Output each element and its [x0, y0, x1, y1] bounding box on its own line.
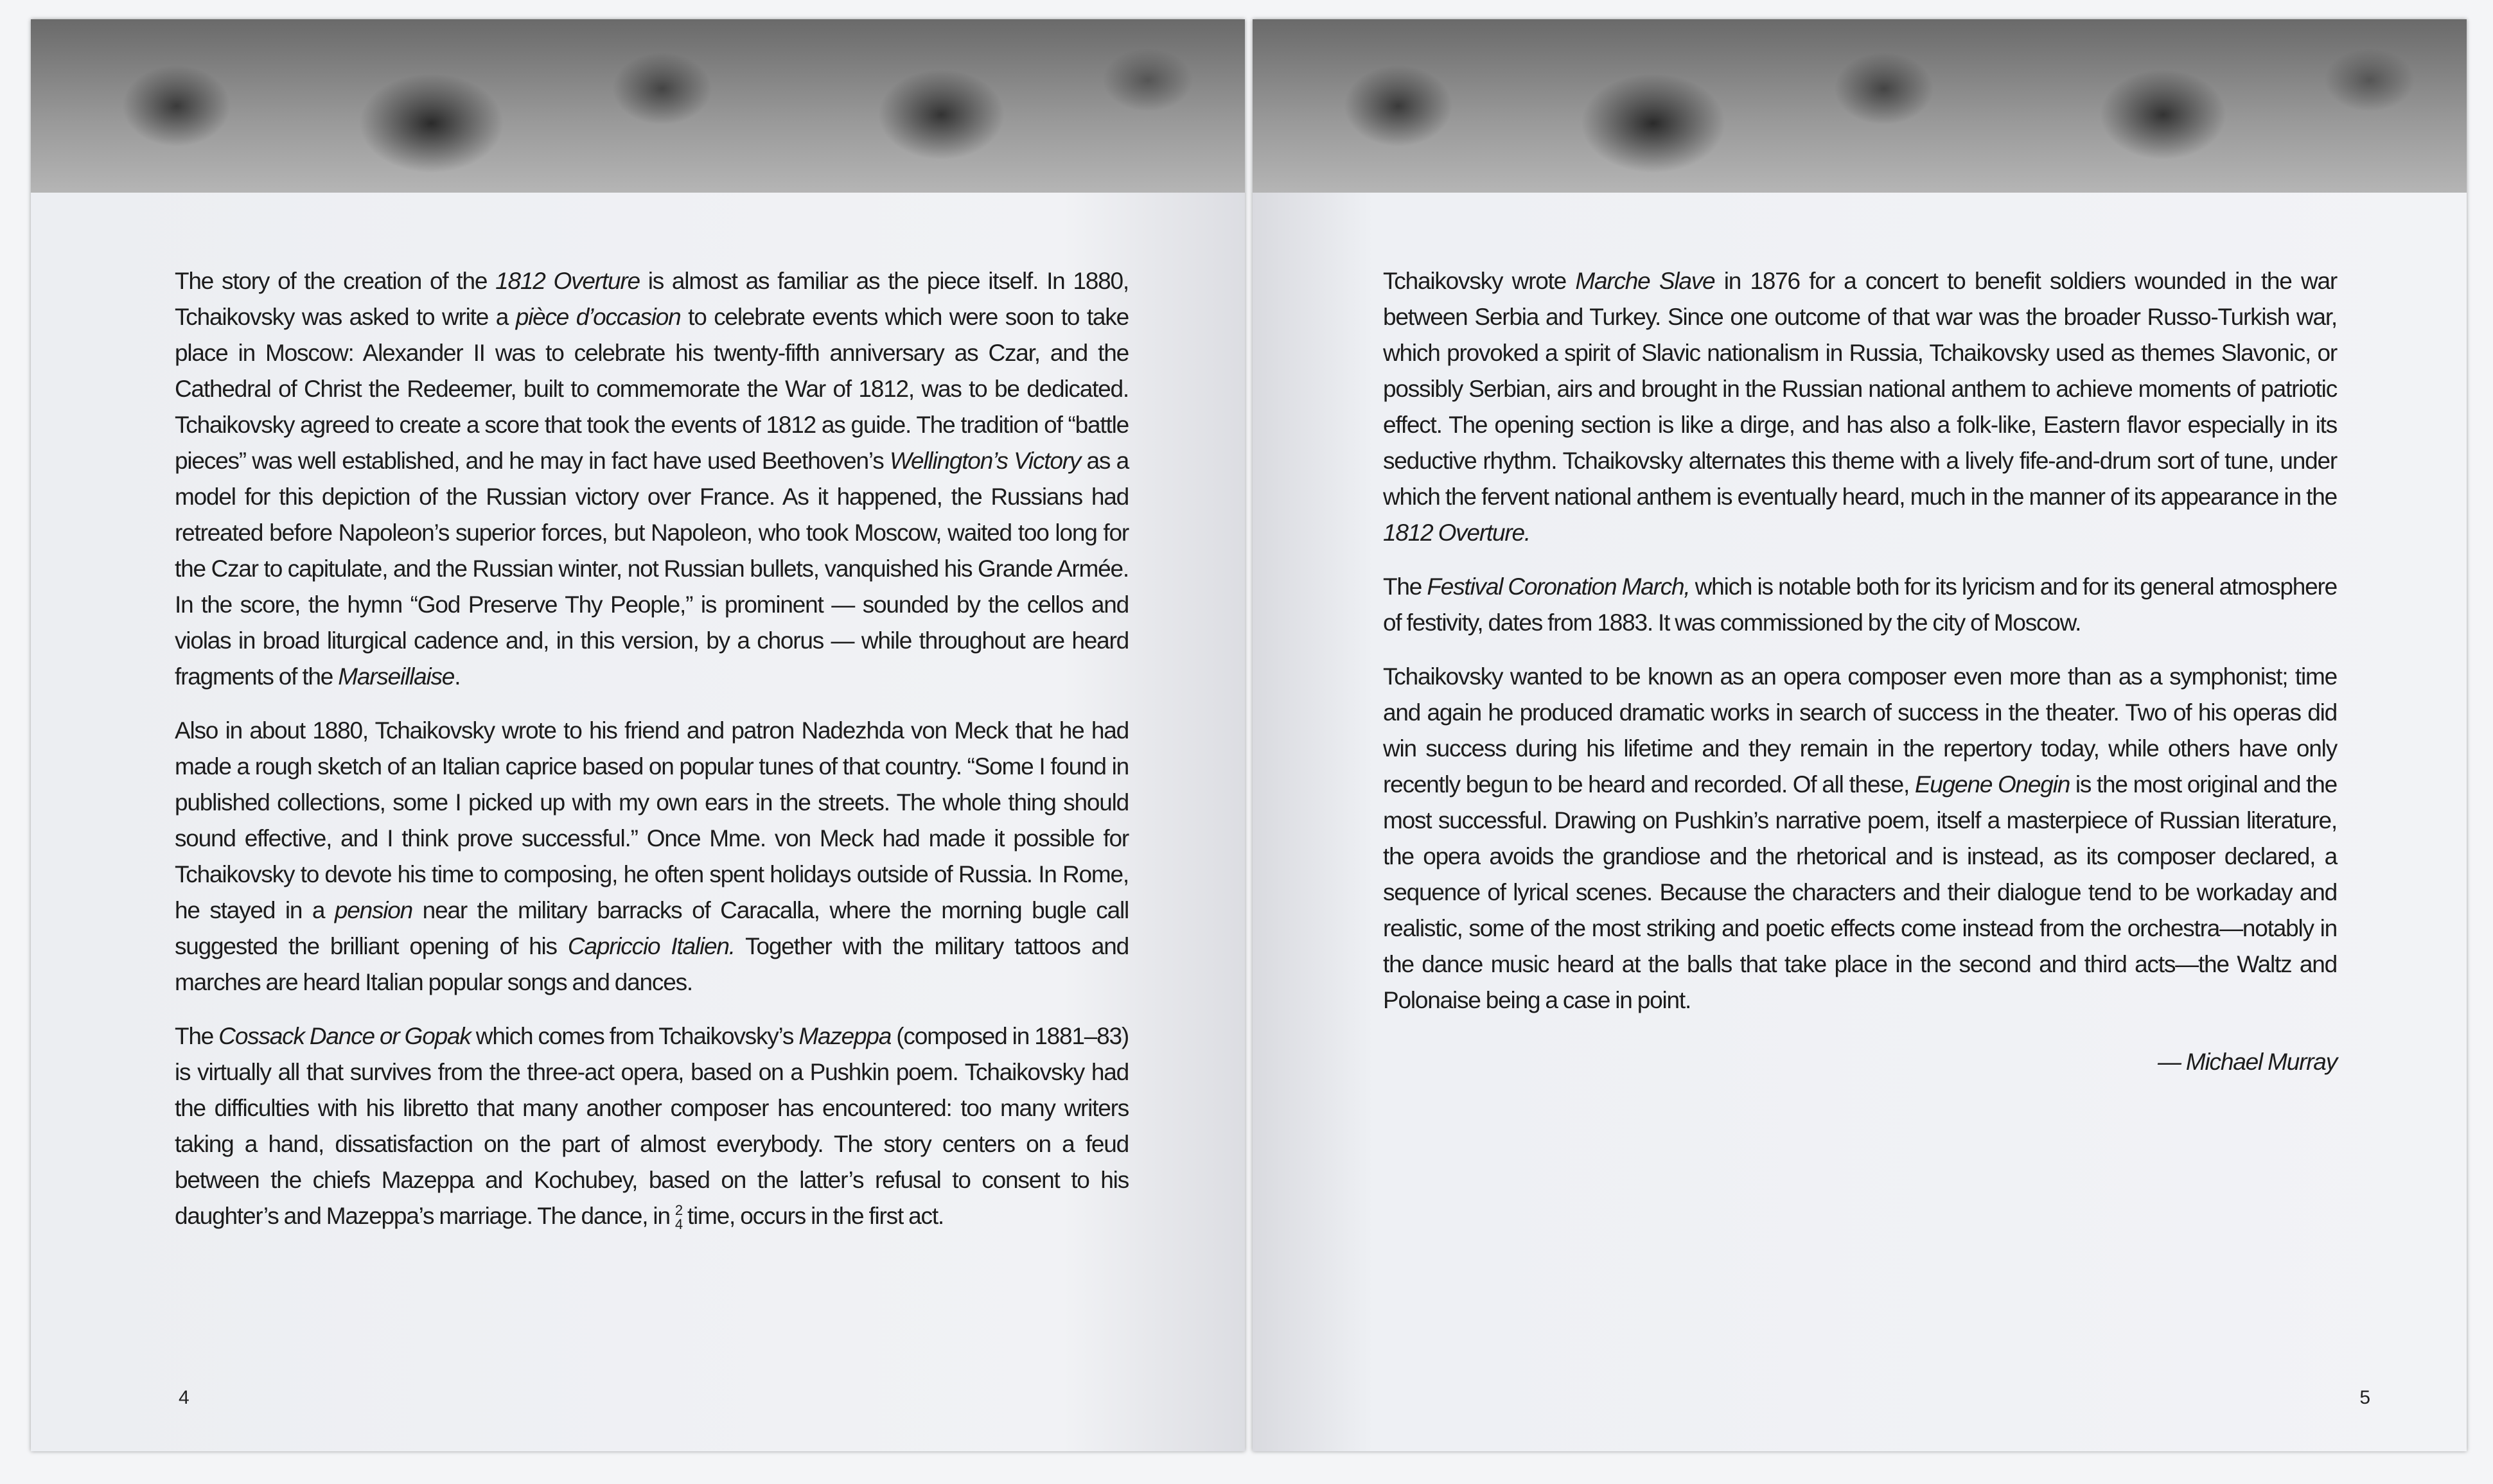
page-number: 4 — [179, 1387, 189, 1408]
italic-title: Wellington’s Victory — [889, 448, 1081, 474]
text-run: which is notable both for its lyricism and for its general atmosphere of festivity, dates from 1883. It was commissioned by the city of Moscow. — [1383, 573, 2337, 636]
denominator: 4 — [674, 1216, 682, 1233]
italic-title: 1812 Overture. — [1383, 519, 1531, 546]
paragraph — [1383, 263, 2337, 551]
italic-title: pièce d’occasion — [515, 304, 681, 330]
text-run: The story of the creation of the — [175, 268, 496, 294]
text-run: Also in about 1880, Tchaikovsky wrote to his friend and patron Nadezhda von Meck that he had made a rough sketch of an Italian caprice based on popular tunes of that country. “Some I found in published collections, some I picked up with my own ears in the streets. The whole thing should sound effective, and I think prove successful.” Once Mme. von Meck had made it possible for Tchaikovsky to devote his time to composing, he often spent holidays outside of Russia. In Rome, he stayed in a — [175, 717, 1129, 923]
paragraph — [175, 1018, 1129, 1234]
text-run: is almost as familiar as the piece itself. In 1880, Tchaikovsky was asked to write a — [175, 268, 1129, 330]
text-run: in 1876 for a concert to benefit soldiers wounded in the war between Serbia and Turkey. Since one outcome of that war was the broader Russo-Turkish war, which provoked a spirit of Slavic nationalism in Russia, Tchaikovsky used as themes Slavonic, or possibly Serbian, airs and brought in the Russian national anthem to achieve moments of patriotic effect. The opening section is like a dirge, and has also a folk-like, Eastern flavor especially in its seductive rhythm. Tchaikovsky alternates this theme with a lively fife-and-drum sort of tune, under which the fervent national anthem is eventually heard, much in the manner of its appearance in the — [1383, 268, 2338, 510]
italic-title: Cossack Dance or Gopak — [218, 1023, 471, 1049]
text-run: . — [454, 663, 461, 690]
text-run: Together with the military tattoos and marches are heard Italian popular songs and dances. — [175, 933, 1129, 995]
italic-title: Festival Coronation March, — [1427, 573, 1690, 600]
paragraph — [175, 713, 1129, 1000]
time-signature — [675, 1203, 682, 1232]
text-run: time, occurs in the first act. — [687, 1203, 944, 1229]
text-run: which comes from Tchaikovsky’s — [470, 1023, 799, 1049]
right-page-text — [1383, 263, 2337, 1098]
italic-title: Marche Slave — [1575, 268, 1715, 294]
text-run: to celebrate events which were soon to take place in Moscow: Alexander II was to celebrate his twenty-fifth anniversary as Czar, and the Cathedral of Christ the Redeemer, built to commemorate the War of 1812, was to be dedicated. Tchaikovsky agreed to create a score that took the events of 1812 as guide. The tradition of “battle pieces” was well established, and he may in fact have used Beethoven’s — [175, 304, 1129, 474]
paragraph — [1383, 569, 2337, 641]
italic-title: Marseillaise — [338, 663, 455, 690]
italic-title: 1812 Overture — [495, 268, 640, 294]
paragraph — [1383, 659, 2337, 1018]
page-number: 5 — [2359, 1387, 2370, 1408]
left-page-text — [175, 263, 1129, 1252]
text-run: as a model for this depiction of the Russian victory over France. As it happened, the Russians had retreated before Napoleon’s superior forces, but Napoleon, who took Moscow, waited too long for the Czar to capitulate, and the Russian winter, not Russian bullets, vanquished his Grande Armée. In the score, the hymn “God Preserve Thy People,” is prominent — sounded by the cellos and violas in broad liturgical cadence and, in this version, by a chorus — while throughout are heard fragments of the — [175, 448, 1129, 690]
text-run: near the military barracks of Caracalla, where the morning bugle call suggested the brilliant opening of his — [175, 897, 1129, 959]
author-signature: — Michael Murray — [2158, 1049, 2337, 1075]
text-run: (composed in 1881–83) is virtually all that survives from the three-act opera, based on a Pushkin poem. Tchaikovsky had the difficulties with his libretto that many another composer has encountered: too many writers taking a hand, dissatisfaction on the part of almost everybody. The story centers on a feud between the chiefs Mazeppa and Kochubey, based on the latter’s refusal to consent to his daughter’s and Mazeppa’s marriage. The dance, in — [175, 1023, 1129, 1229]
right-page — [1253, 19, 2467, 1451]
text-run: Tchaikovsky wanted to be known as an opera composer even more than as a symphonist; time and again he produced dramatic works in search of success in the theater. Two of his operas did win success during his lifetime and they remain in the repertory today, while others have only recently begun to be heard and recorded. Of all these, — [1383, 663, 2337, 798]
italic-title: pension — [334, 897, 413, 923]
battle-scene-banner — [1253, 19, 2467, 193]
italic-title: Capriccio Italien. — [567, 933, 735, 959]
italic-title: Mazeppa — [798, 1023, 892, 1049]
text-run: is the most original and the most successful. Drawing on Pushkin’s narrative poem, itself a masterpiece of Russian literature, the opera avoids the grandiose and the rhetorical and is instead, as its composer declared, a sequence of lyrical scenes. Because the characters and their dialogue tend to be workaday and realistic, some of the most striking and poetic effects come instead from the orchestra—notably in the dance music heard at the balls that take place in the second and third acts—the Waltz and Polonaise being a case in point. — [1383, 771, 2337, 1013]
italic-title: Eugene Onegin — [1914, 771, 2070, 798]
battle-scene-banner — [31, 19, 1245, 193]
numerator: 2 — [674, 1202, 682, 1219]
paragraph — [175, 263, 1129, 695]
text-run: Tchaikovsky wrote — [1383, 268, 1576, 294]
left-page — [31, 19, 1245, 1451]
text-run: The — [1383, 573, 1427, 600]
text-run: The — [175, 1023, 219, 1049]
